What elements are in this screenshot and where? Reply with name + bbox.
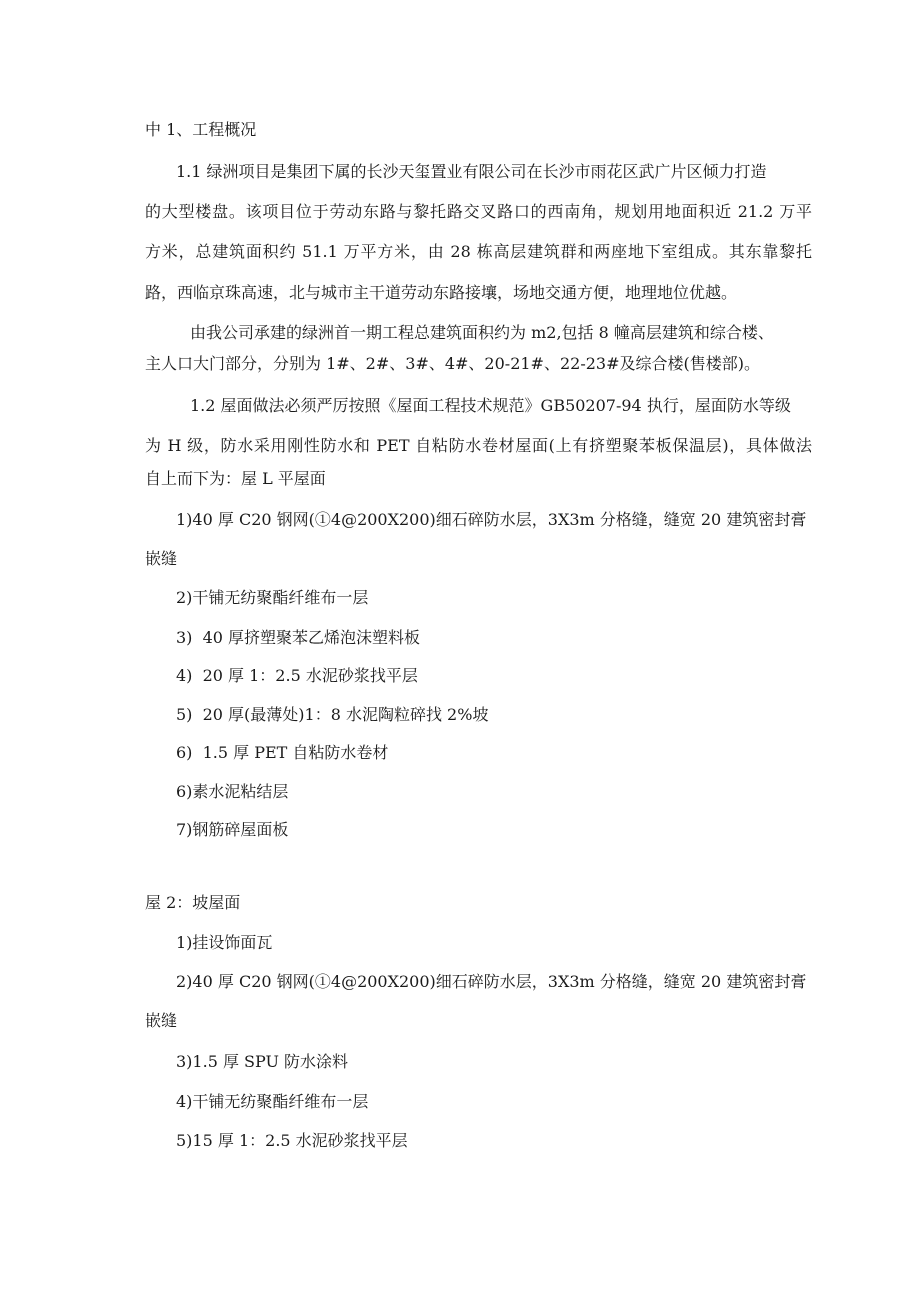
list-item: 3)1.5 厚 SPU 防水涂料 bbox=[176, 1052, 349, 1071]
section-heading: 中 1、工程概况 bbox=[145, 120, 257, 139]
paragraph-line: 的大型楼盘。该项目位于劳动东路与黎托路交叉路口的西南角，规划用地面积近 21.2 万平 bbox=[145, 202, 812, 221]
list-item: 2)干铺无纺聚酯纤维布一层 bbox=[176, 588, 369, 607]
list-item-continuation: 嵌缝 bbox=[145, 549, 178, 568]
paragraph-line: 自上而下为：屋 L 平屋面 bbox=[145, 469, 326, 488]
paragraph-line: 方米，总建筑面积约 51.1 万平方米，由 28 栋高层建筑群和两座地下室组成。其东靠黎托 bbox=[145, 242, 812, 261]
paragraph-line: 1.2 屋面做法必须严厉按照《屋面工程技术规范》GB50207-94 执行，屋面防水等级 bbox=[190, 396, 791, 415]
list-item: 7)钢筋碎屋面板 bbox=[176, 820, 289, 839]
list-item: 6) 1.5 厚 PET 自粘防水卷材 bbox=[176, 743, 389, 762]
section-heading: 屋 2：坡屋面 bbox=[145, 893, 241, 912]
list-item-continuation: 嵌缝 bbox=[145, 1011, 178, 1030]
list-item: 1)挂设饰面瓦 bbox=[176, 933, 273, 952]
paragraph-line: 1.1 绿洲项目是集团下属的长沙天玺置业有限公司在长沙市雨花区武广片区倾力打造 bbox=[176, 162, 767, 181]
paragraph-line: 为 H 级，防水采用刚性防水和 PET 自粘防水卷材屋面(上有挤塑聚苯板保温层)，具体做法 bbox=[145, 436, 812, 455]
list-item: 6)素水泥粘结层 bbox=[176, 782, 289, 801]
paragraph-line: 主人口大门部分，分别为 1#、2#、3#、4#、20-21#、22-23#及综合楼(售楼部)。 bbox=[145, 354, 760, 373]
list-item: 3) 40 厚挤塑聚苯乙烯泡沫塑料板 bbox=[176, 628, 421, 647]
list-item: 5)15 厚 1：2.5 水泥砂浆找平层 bbox=[176, 1131, 408, 1150]
list-item: 5) 20 厚(最薄处)1：8 水泥陶粒碎找 2%坡 bbox=[176, 705, 489, 724]
paragraph-line: 由我公司承建的绿洲首一期工程总建筑面积约为 m2,包括 8 幢高层建筑和综合楼、 bbox=[190, 323, 774, 342]
list-item: 2)40 厚 C20 钢网(①4@200X200)细石碎防水层，3X3m 分格缝，缝宽 20 建筑密封膏 bbox=[176, 972, 807, 991]
list-item: 1)40 厚 C20 钢网(①4@200X200)细石碎防水层，3X3m 分格缝，缝宽 20 建筑密封膏 bbox=[176, 510, 807, 529]
list-item: 4)干铺无纺聚酯纤维布一层 bbox=[176, 1092, 369, 1111]
list-item: 4) 20 厚 1：2.5 水泥砂浆找平层 bbox=[176, 666, 418, 685]
paragraph-line: 路，西临京珠高速，北与城市主干道劳动东路接壤，场地交通方便，地理地位优越。 bbox=[145, 283, 738, 302]
